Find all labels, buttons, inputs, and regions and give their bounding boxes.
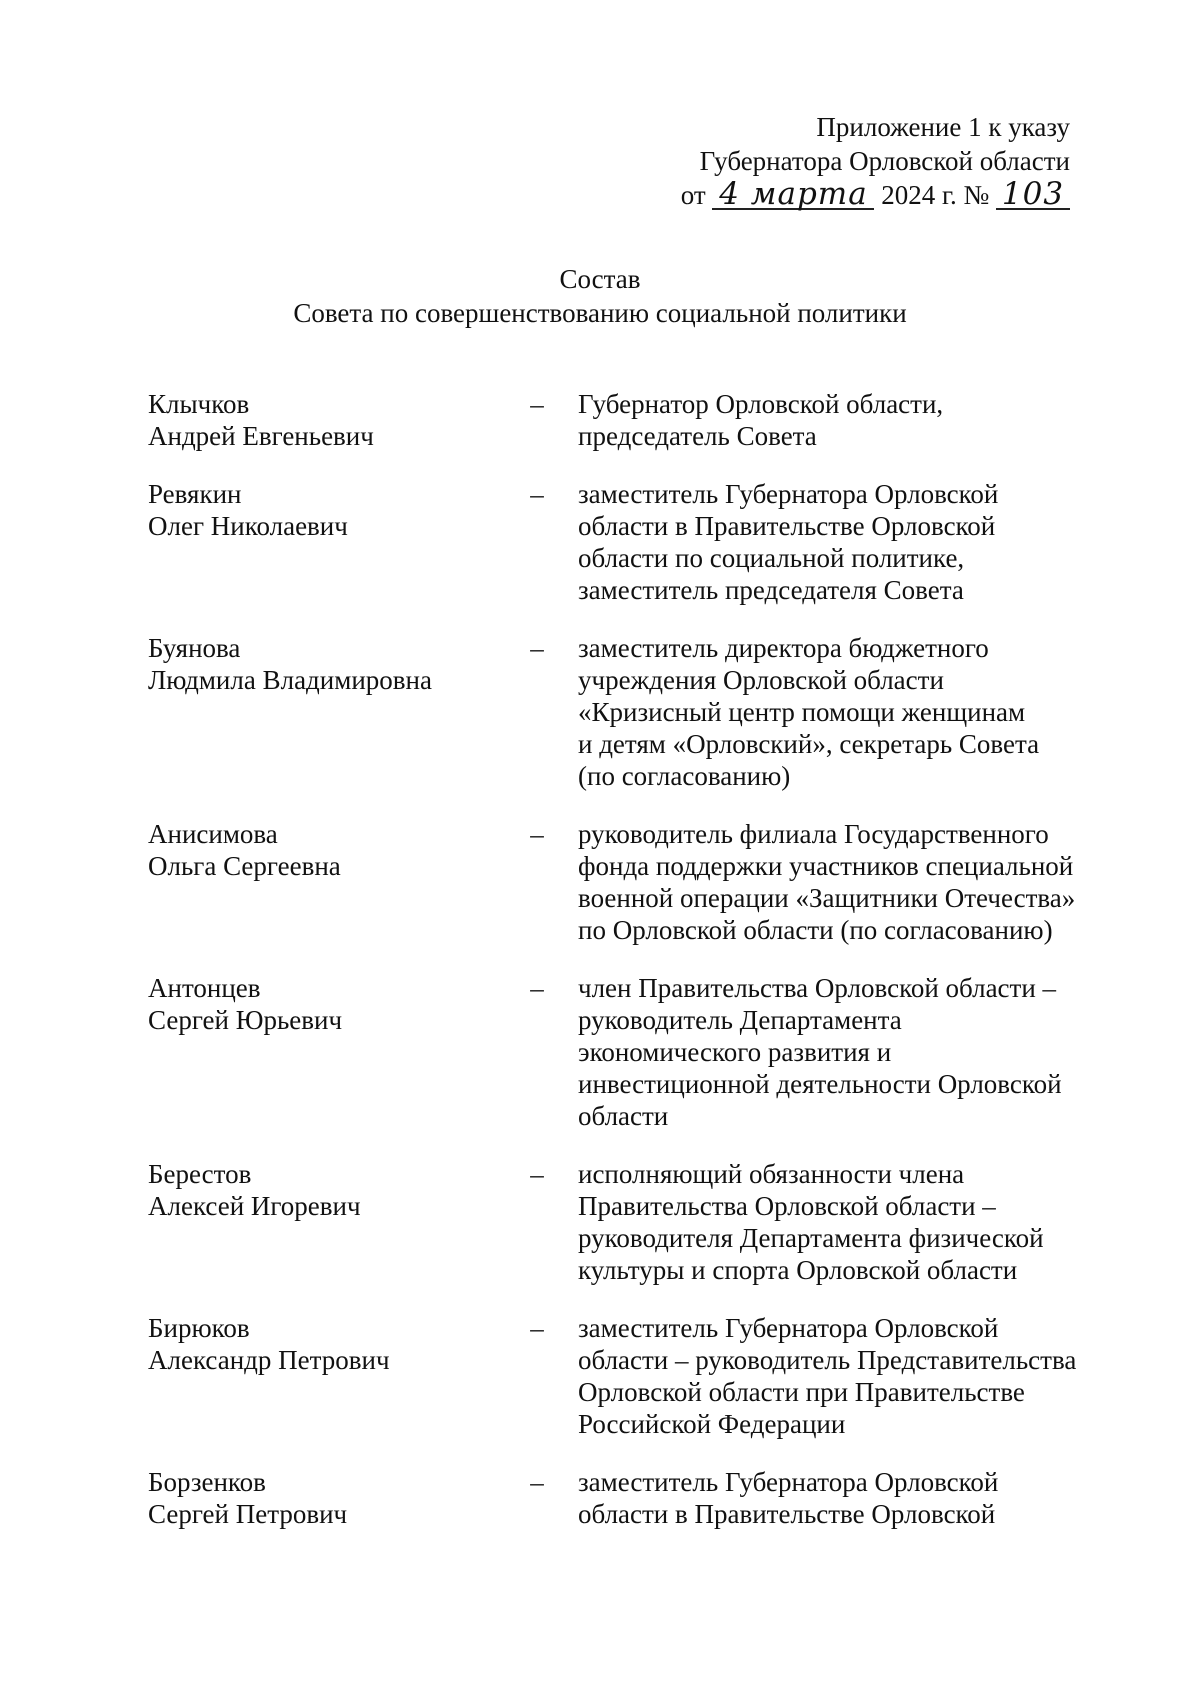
member-entry [148, 972, 1088, 1132]
title-line-1: Состав [559, 264, 641, 294]
member-role [566, 972, 1088, 1132]
member-role-line: экономического развития и [578, 1037, 892, 1067]
document-title [0, 262, 1200, 330]
members-list [148, 388, 1088, 1530]
member-dash: – [530, 973, 544, 1003]
member-role-line: военной операции «Защитники Отечества» [578, 883, 1076, 913]
member-dash: – [530, 819, 544, 849]
member-role-line: заместитель директора бюджетного [578, 633, 989, 663]
member-role-line: Губернатор Орловской области, [578, 389, 944, 419]
member-entry [148, 478, 1088, 606]
member-role-line: Российской Федерации [578, 1409, 846, 1439]
appendix-line-1: Приложение 1 к указу [816, 112, 1070, 142]
member-surname: Антонцев [148, 973, 261, 1003]
appendix-line-3 [600, 178, 1070, 212]
member-role-line: области в Правительстве Орловской [578, 511, 996, 541]
member-role-line: руководитель филиала Государственного [578, 819, 1049, 849]
member-role-line: заместитель Губернатора Орловской [578, 1467, 999, 1497]
member-role-line: инвестиционной деятельности Орловской [578, 1069, 1062, 1099]
member-surname: Берестов [148, 1159, 252, 1189]
member-role-line: заместитель Губернатора Орловской [578, 479, 999, 509]
member-role-line: по Орловской области (по согласованию) [578, 915, 1053, 945]
appendix-year: 2024 г. № [881, 180, 990, 210]
member-role [566, 478, 1088, 606]
member-role-line: «Кризисный центр помощи женщинам [578, 697, 1026, 727]
member-role [566, 1158, 1088, 1286]
member-name [148, 818, 488, 882]
member-role-line: и детям «Орловский», секретарь Совета [578, 729, 1040, 759]
member-role-line: области [578, 1101, 669, 1131]
member-role [566, 388, 1088, 452]
member-role [566, 818, 1088, 946]
member-role-line: Правительства Орловской области – [578, 1191, 996, 1221]
member-given-name: Александр Петрович [148, 1345, 390, 1375]
member-role-line: руководителя Департамента физической [578, 1223, 1044, 1253]
member-role-line: руководитель Департамента [578, 1005, 902, 1035]
member-entry [148, 632, 1088, 792]
member-entry [148, 1158, 1088, 1286]
member-role-line: заместитель председателя Совета [578, 575, 964, 605]
member-given-name: Ольга Сергеевна [148, 851, 341, 881]
member-role-line: области – руководитель Представительства [578, 1345, 1077, 1375]
member-role-line: области по социальной политике, [578, 543, 965, 573]
member-name [148, 632, 488, 696]
member-surname: Бирюков [148, 1313, 250, 1343]
member-surname: Борзенков [148, 1467, 266, 1497]
member-role [566, 1466, 1088, 1530]
member-surname: Ревякин [148, 479, 242, 509]
member-role-line: заместитель Губернатора Орловской [578, 1313, 999, 1343]
member-given-name: Алексей Игоревич [148, 1191, 361, 1221]
member-role-line: Орловской области при Правительстве [578, 1377, 1025, 1407]
member-role [566, 632, 1088, 792]
member-dash: – [530, 1467, 544, 1497]
member-surname: Буянова [148, 633, 241, 663]
title-line-2: Совета по совершенствованию социальной политики [293, 298, 907, 328]
member-dash: – [530, 1159, 544, 1189]
member-role-line: области в Правительстве Орловской [578, 1499, 996, 1529]
member-dash: – [530, 1313, 544, 1343]
member-role-line: учреждения Орловской области [578, 665, 944, 695]
member-role-line: член Правительства Орловской области – [578, 973, 1057, 1003]
member-entry [148, 1466, 1088, 1530]
appendix-header [600, 110, 1070, 212]
member-given-name: Олег Николаевич [148, 511, 348, 541]
member-dash: – [530, 389, 544, 419]
handwritten-number: 103 [996, 180, 1070, 210]
member-given-name: Сергей Петрович [148, 1499, 348, 1529]
member-surname: Клычков [148, 389, 250, 419]
member-entry [148, 1312, 1088, 1440]
member-given-name: Андрей Евгеньевич [148, 421, 374, 451]
member-name [148, 388, 488, 452]
member-name [148, 478, 488, 542]
member-given-name: Людмила Владимировна [148, 665, 432, 695]
member-role-line: исполняющий обязанности члена [578, 1159, 965, 1189]
handwritten-date: 4 марта [712, 180, 874, 210]
member-name [148, 1466, 488, 1530]
member-role-line: культуры и спорта Орловской области [578, 1255, 1018, 1285]
member-dash: – [530, 479, 544, 509]
appendix-line-2: Губернатора Орловской области [699, 146, 1070, 176]
member-name [148, 972, 488, 1036]
member-role-line: председатель Совета [578, 421, 817, 451]
member-role-line: фонда поддержки участников специальной [578, 851, 1074, 881]
member-name [148, 1312, 488, 1376]
member-role-line: (по согласованию) [578, 761, 791, 791]
member-role [566, 1312, 1088, 1440]
appendix-prefix: от [680, 180, 706, 210]
member-entry [148, 388, 1088, 452]
member-dash: – [530, 633, 544, 663]
member-given-name: Сергей Юрьевич [148, 1005, 343, 1035]
member-entry [148, 818, 1088, 946]
member-surname: Анисимова [148, 819, 278, 849]
member-name [148, 1158, 488, 1222]
